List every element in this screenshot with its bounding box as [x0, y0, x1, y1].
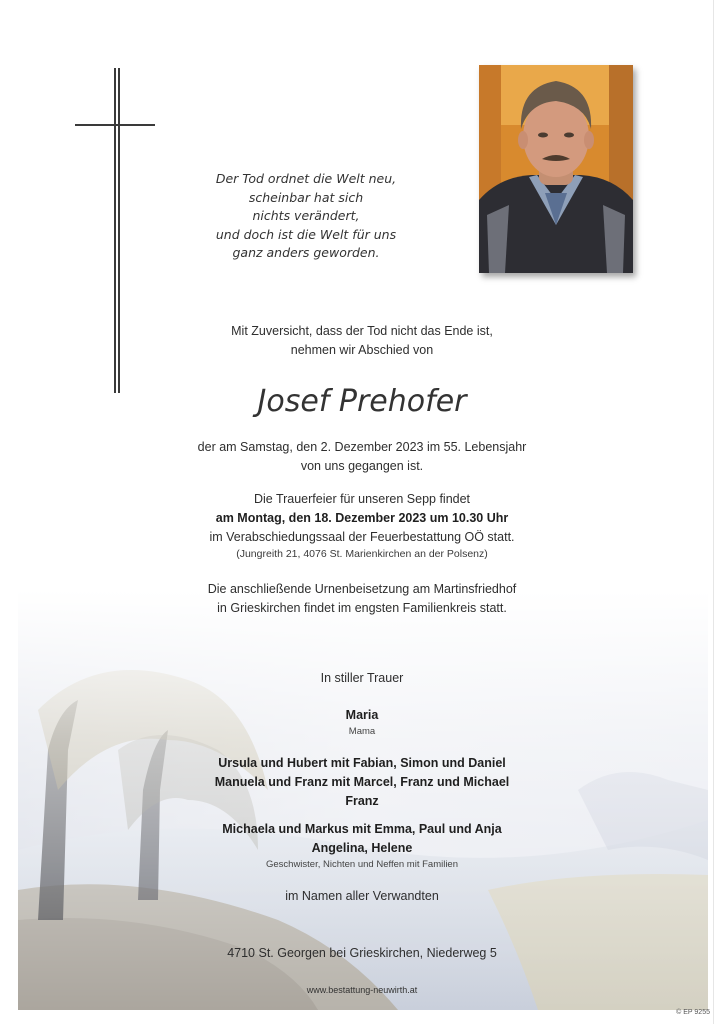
- deceased-name: Josef Prehofer: [257, 384, 467, 419]
- mourners-list: [0, 706, 724, 738]
- quote-line: nichts verändert,: [252, 208, 360, 223]
- ceremony-date: am Montag, den 18. Dezember 2023 um 10.30 Uhr: [215, 511, 509, 525]
- mourner-group-line: Ursula und Hubert mit Fabian, Simon und Daniel: [218, 756, 506, 770]
- burial-info: [0, 580, 724, 618]
- mourner-name: Maria: [345, 708, 379, 722]
- mourner-group-line: Michaela und Markus mit Emma, Paul und Anja: [222, 822, 502, 836]
- death-notice-line: von uns gegangen ist.: [300, 459, 424, 473]
- quote-line: ganz anders geworden.: [232, 245, 380, 260]
- portrait-photo: [479, 65, 633, 273]
- quote-line: und doch ist die Welt für uns: [215, 226, 397, 242]
- intro-line: nehmen wir Abschied von: [290, 343, 434, 357]
- death-notice: [0, 438, 724, 476]
- ceremony-address: (Jungreith 21, 4076 St. Marienkirchen an der Polsenz): [236, 548, 488, 560]
- intro-line: Mit Zuversicht, dass der Tod nicht das Ende ist,: [231, 324, 493, 338]
- quote-line: scheinbar hat sich: [248, 189, 364, 205]
- cross-horizontal-line: [75, 124, 155, 126]
- ceremony-info: [0, 490, 724, 562]
- ceremony-line: Die Trauerfeier für unseren Sepp findet: [253, 492, 471, 506]
- memorial-quote: [196, 170, 416, 263]
- quote-line: Der Tod ordnet die Welt neu,: [215, 171, 397, 186]
- mourner-group-line: Angelina, Helene: [311, 841, 413, 855]
- burial-line: Die anschließende Urnenbeisetzung am Martinsfriedhof: [207, 582, 517, 596]
- mourning-heading: In stiller Trauer: [320, 671, 404, 685]
- relatives-line: im Namen aller Verwandten: [285, 889, 439, 903]
- family-address: 4710 St. Georgen bei Grieskirchen, Niederweg 5: [227, 946, 497, 960]
- mourner-group-line: Franz: [345, 794, 379, 808]
- ceremony-location: im Verabschiedungssaal der Feuerbestattung OÖ statt.: [209, 530, 515, 544]
- intro-text: [0, 322, 724, 360]
- mourner-group: [0, 820, 724, 871]
- mourner-role: Mama: [348, 726, 376, 737]
- mourner-group: [0, 754, 724, 811]
- portrait-image: [479, 65, 633, 273]
- burial-line: in Grieskirchen findet im engsten Familienkreis statt.: [217, 601, 507, 615]
- document-code: © EP 9255: [676, 1009, 710, 1016]
- mourner-group-line: Manuela und Franz mit Marcel, Franz und Michael: [214, 775, 510, 789]
- death-notice-line: der am Samstag, den 2. Dezember 2023 im 55. Lebensjahr: [197, 440, 527, 454]
- mourner-group-note: Geschwister, Nichten und Neffen mit Familien: [265, 859, 459, 870]
- funeral-home-website: www.bestattung-neuwirth.at: [306, 985, 418, 995]
